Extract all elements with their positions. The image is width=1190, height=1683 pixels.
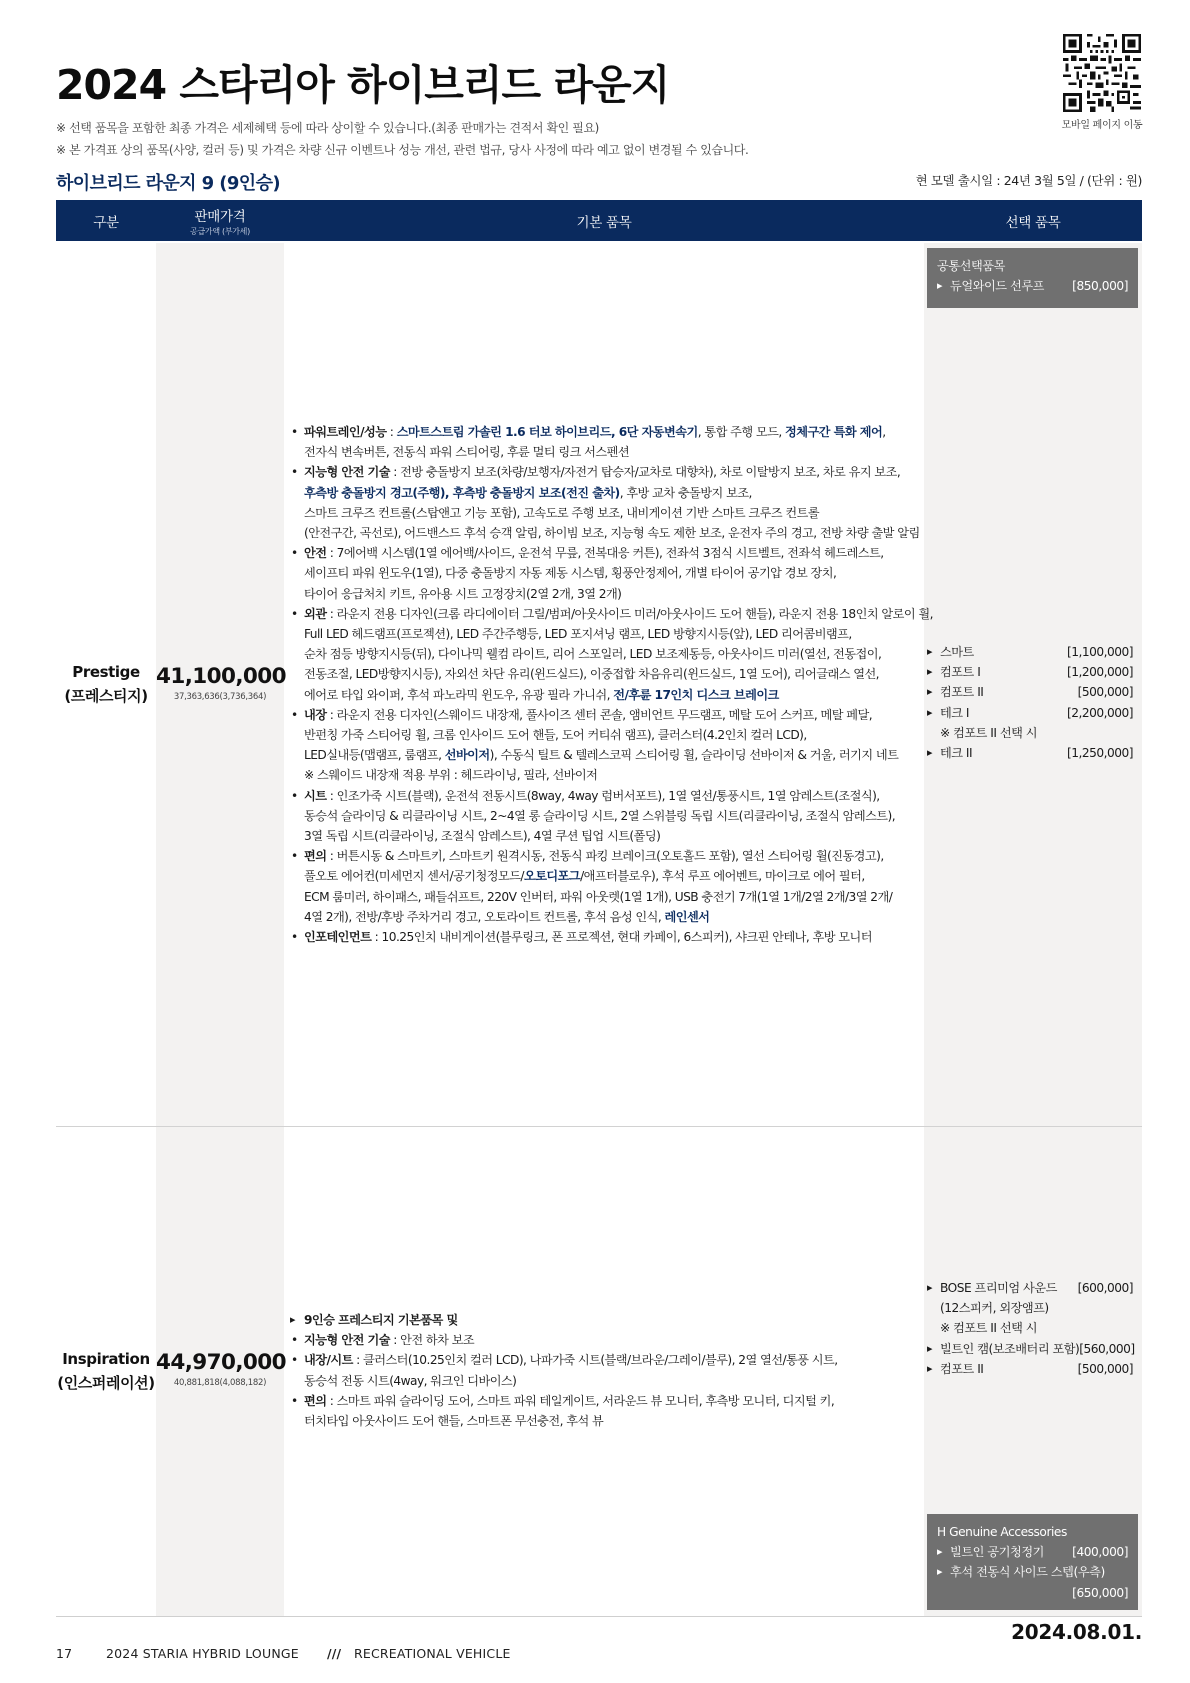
option-note <box>927 1298 1133 1318</box>
option-price: [600,000] <box>1077 1281 1133 1295</box>
spec-text: (안전구간, 곡선로), 어드밴스드 후석 승객 알림, 하이빔 보조, 지능형 속도 제한 보조, 운전자 주의 경고, 전방 차량 출발 알림 <box>304 526 920 541</box>
spec-text: 오토디포그 <box>523 869 581 884</box>
spec-category: 지능형 안전 기술 <box>304 1333 390 1348</box>
spec-line <box>304 1411 838 1431</box>
note-2: ※ 본 가격표 상의 품목(사양, 컬러 등) 및 가격은 차량 신규 이벤트나 성능 개선, 관련 법규, 당사 사정에 따라 예고 없이 변경될 수 있습니다. <box>56 143 749 157</box>
option-item[interactable] <box>927 662 1133 682</box>
common-option-name: ▸ 듀얼와이드 선루프 <box>950 279 1045 294</box>
option-price: [500,000] <box>1077 1361 1133 1376</box>
spec-category: 편의 <box>304 1393 327 1408</box>
spec-item <box>290 1391 838 1431</box>
spec-text: : 10.25인치 내비게이션(블루링크, 폰 프로젝션, 현대 카페이, 6스피커), 샤크핀 안테나, 후방 모니터 <box>371 930 872 945</box>
spec-item <box>290 846 933 927</box>
spec-line <box>304 462 933 482</box>
option-list-inspiration <box>927 1278 1133 1379</box>
spec-item <box>290 1330 838 1350</box>
spec-text: 반펀칭 가죽 스티어링 휠, 크롬 인사이드 도어 핸들, 도어 커티쉬 램프), 클러스터(4.2인치 컬러 LCD), <box>304 728 807 743</box>
option-price: [1,200,000] <box>1066 665 1133 680</box>
spec-line <box>304 725 933 745</box>
spec-text: 후측방 충돌방지 경고(주행), 후측방 충돌방지 보조(전진 출차) <box>304 485 620 500</box>
spec-text: 세이프티 파워 윈도우(1열), 다중 충돌방지 자동 제동 시스템, 횡풍안정제어, 개별 타이어 공기압 경보 장치, <box>304 566 837 581</box>
spec-text: : 버튼시동 & 스마트키, 스마트키 원격시동, 전동식 파킹 브레이크(오토홀드 포함), 열선 스티어링 휠(진동경고), <box>326 849 884 864</box>
trim-price-inspiration: 44,970,000 <box>156 1350 287 1375</box>
option-item[interactable] <box>927 642 1133 662</box>
header-trim-label: 구분 <box>93 214 119 231</box>
spec-text: ECM 룸미러, 하이패스, 패들쉬프트, 220V 인버터, 파워 아웃렛(1열 1개), USB 충전기 7개(1열 1개/2열 2개/3열 2개/ <box>304 889 893 904</box>
header-price-sub: 공급가액 (부가세) <box>190 226 250 236</box>
header-price-label: 판매가격 <box>194 208 246 225</box>
spec-text: 정체구간 특화 제어 <box>785 425 883 439</box>
option-item[interactable] <box>927 1359 1133 1379</box>
spec-line <box>304 1330 838 1350</box>
header-basic-label: 기본 품목 <box>576 214 632 231</box>
spec-text: 타이어 응급처치 키트, 유아용 시트 고정장치(2열 2개, 3열 2개) <box>304 586 622 601</box>
spec-text: 터치타입 아웃사이드 도어 핸들, 스마트폰 무선충전, 후석 뷰 <box>304 1414 604 1429</box>
spec-text: 전자식 변속버튼, 전동식 파워 스티어링, 후륜 멀티 링크 서스펜션 <box>304 445 630 460</box>
option-price: [2,200,000] <box>1066 705 1133 720</box>
trim-price-prestige: 41,100,000 <box>156 664 287 689</box>
spec-category: 편의 <box>304 849 327 864</box>
spec-text: , <box>882 425 886 439</box>
option-price: [1,250,000] <box>1066 746 1133 761</box>
option-item[interactable] <box>927 1339 1133 1359</box>
spec-line <box>304 1350 838 1370</box>
spec-line <box>304 664 933 684</box>
spec-line <box>304 1310 838 1330</box>
spec-line <box>304 765 933 785</box>
table-header <box>56 200 1142 241</box>
header-trim <box>56 200 156 241</box>
spec-category: 내장 <box>304 707 327 722</box>
option-price: [560,000] <box>1079 1341 1135 1356</box>
accessory-item[interactable] <box>937 1542 1128 1562</box>
spec-text: : 클러스터(10.25인치 컬러 LCD), 나파가죽 시트(블랙/브라운/그레이/블루), 2열 열선/통풍 시트, <box>352 1353 838 1368</box>
spec-category: 인포테인먼트 <box>304 930 372 945</box>
basic-spec-list-prestige <box>290 422 933 947</box>
spec-category: 시트 <box>304 788 327 803</box>
accessory-name: ▸ 빌트인 공기청정기 <box>950 1545 1045 1560</box>
spec-text: /애프터블로우), 후석 루프 에어벤트, 마이크로 에어 필터, <box>580 869 865 884</box>
spec-line <box>304 887 933 907</box>
trim-name-en: Inspiration <box>62 1350 150 1368</box>
spec-category: 외관 <box>304 606 327 621</box>
option-list-prestige <box>927 642 1133 763</box>
spec-text: LED실내등(맵램프, 룸램프, <box>304 748 445 763</box>
spec-text: , 후방 교차 충돌방지 보조, <box>619 485 752 500</box>
option-name: ▸ 컴포트 II <box>940 685 984 700</box>
spec-line <box>304 927 933 947</box>
option-name: ▸ 테크 II <box>940 746 973 761</box>
spec-text: 선바이저 <box>444 748 490 763</box>
note-1: ※ 선택 품목을 포함한 최종 가격은 세제혜택 등에 따라 상이할 수 있습니다.(최종 판매가는 견적서 확인 필요) <box>56 121 599 135</box>
footer-separator: /// <box>327 1646 342 1661</box>
footer-doc-name: 2024 STARIA HYBRID LOUNGE <box>106 1646 299 1661</box>
trim-name-en: Prestige <box>72 663 140 681</box>
spec-line <box>304 523 933 543</box>
spec-line <box>304 563 933 583</box>
spec-category: 안전 <box>304 546 327 561</box>
spec-item <box>290 1350 838 1390</box>
option-note <box>927 723 1133 743</box>
spec-line <box>304 826 933 846</box>
option-note <box>927 1318 1133 1338</box>
spec-text: : 7에어백 시스템(1열 에어백/사이드, 운전석 무릎, 전복대응 커튼), 전좌석 3점식 시트벨트, 전좌석 헤드레스트, <box>326 546 884 561</box>
spec-line <box>304 604 933 624</box>
option-name: ▸ BOSE 프리미엄 사운드 <box>940 1281 1057 1295</box>
issue-date: 2024.08.01. <box>1011 1620 1142 1644</box>
spec-text: : <box>386 425 397 439</box>
price-column-bg <box>156 243 287 1616</box>
trim-supply-inspiration: 40,881,818(4,088,182) <box>173 1378 267 1388</box>
spec-text: : 안전 하차 보조 <box>389 1333 475 1348</box>
spec-item <box>290 422 933 462</box>
spec-category: 파워트레인/성능 <box>304 425 387 439</box>
accessory-item[interactable] <box>937 1562 1128 1582</box>
footer-category: RECREATIONAL VEHICLE <box>354 1646 511 1661</box>
trim-name-kr: (인스퍼레이션) <box>57 1374 155 1392</box>
spec-item <box>290 705 933 786</box>
page-title: 2024 스타리아 하이브리드 라운지 <box>56 61 670 109</box>
spec-text: ), 수동식 틸트 & 텔레스코픽 스티어링 휠, 슬라이딩 선바이저 & 거울, 러기지 네트 <box>489 748 899 763</box>
spec-text: , 통합 주행 모드, <box>697 425 786 439</box>
spec-line <box>304 1391 838 1411</box>
accessory-name: ▸ 후석 전동식 사이드 스텝(우측) <box>950 1565 1105 1580</box>
accessory-price: [400,000] <box>1072 1545 1128 1560</box>
qr-caption: 모바일 페이지 이동 <box>1061 120 1143 131</box>
accessories-box <box>927 1514 1138 1610</box>
spec-category: 지능형 안전 기술 <box>304 465 390 480</box>
spec-text: 풀오토 에어컨(미세먼지 센서/공기청정모드/ <box>304 869 524 884</box>
spec-line <box>304 846 933 866</box>
spec-line <box>304 907 933 927</box>
option-name: ※ 컴포트 II 선택 시 <box>940 1321 1038 1336</box>
section-title: 하이브리드 라운지 9 (9인승) <box>56 173 280 194</box>
spec-item <box>290 604 933 705</box>
trim-name-inspiration <box>56 1347 156 1395</box>
spec-text: 에어로 타입 와이퍼, 후석 파노라믹 윈도우, 유광 필라 가니쉬, <box>304 687 614 702</box>
spec-text: 3열 독립 시트(리클라이닝, 조절식 암레스트), 4열 쿠션 팁업 시트(폴딩) <box>304 829 661 844</box>
common-option-price: [850,000] <box>1072 279 1128 294</box>
spec-text: Full LED 헤드램프(프로젝션), LED 주간주행등, LED 포지셔닝 램프, LED 방향지시등(앞), LED 리어콤비램프, <box>304 627 852 642</box>
spec-line <box>304 644 933 664</box>
spec-line <box>304 786 933 806</box>
option-name: ※ 컴포트 II 선택 시 <box>940 725 1038 740</box>
footer-divider <box>56 1616 1142 1617</box>
row-divider <box>56 1126 1142 1127</box>
trim-name-kr: (프레스티지) <box>64 687 148 705</box>
qr-code-icon[interactable] <box>1063 34 1141 112</box>
option-column-bg <box>924 243 1142 1616</box>
spec-item <box>290 1310 838 1330</box>
option-item[interactable] <box>927 1278 1133 1298</box>
common-options-title: 공통선택품목 <box>937 259 1005 273</box>
option-item[interactable] <box>927 682 1133 702</box>
option-price: [500,000] <box>1077 685 1133 700</box>
spec-line <box>304 745 933 765</box>
option-item[interactable] <box>927 743 1133 763</box>
option-name: ▸ 빌트인 캠(보조배터리 포함) <box>940 1341 1080 1356</box>
accessories-title: H Genuine Accessories <box>937 1525 1067 1539</box>
spec-line <box>304 422 933 442</box>
spec-line <box>304 503 933 523</box>
spec-text: 레인센서 <box>664 909 710 924</box>
spec-line <box>304 685 933 705</box>
spec-line <box>304 806 933 826</box>
spec-text: 전동조절, LED방향지시등), 자외선 차단 유리(윈드실드), 이중접합 차음유리(윈드실드, 1열 도어), 리어글래스 열선, <box>304 667 880 682</box>
spec-item <box>290 462 933 543</box>
spec-text: 4열 2개), 전방/후방 주차거리 경고, 오토라이트 컨트롤, 후석 음성 인식, <box>304 909 665 924</box>
spec-text: : 인조가죽 시트(블랙), 운전석 전동시트(8way, 4way 럼버서포트), 1열 열선/통풍시트, 1열 암레스트(조절식), <box>326 788 880 803</box>
spec-line <box>304 584 933 604</box>
trim-supply-prestige: 37,363,636(3,736,364) <box>173 692 267 702</box>
spec-text: : 스마트 파워 슬라이딩 도어, 스마트 파워 테일게이트, 서라운드 뷰 모니터, 후측방 모니터, 디지털 키, <box>326 1393 835 1408</box>
spec-text: : 라운지 전용 디자인(스웨이드 내장재, 풀사이즈 센터 콘솔, 앰비언트 무드램프, 메탈 도어 스커프, 메탈 페달, <box>326 707 873 722</box>
spec-text: 동승석 전동 시트(4way, 워크인 디바이스) <box>304 1373 517 1388</box>
accessory-price: [650,000] <box>1072 1585 1128 1600</box>
spec-item <box>290 543 933 604</box>
option-name: ▸ 스마트 <box>940 645 974 659</box>
common-option-item[interactable] <box>937 276 1128 296</box>
basic-spec-list-inspiration <box>290 1310 838 1431</box>
spec-text: 스마트 크루즈 컨트롤(스탑앤고 기능 포함), 고속도로 주행 보조, 내비게이션 기반 스마트 크루즈 컨트롤 <box>304 505 820 520</box>
option-price: [1,100,000] <box>1066 645 1133 659</box>
header-price <box>156 200 284 241</box>
header-option <box>924 200 1142 241</box>
spec-text: : 라운지 전용 디자인(크롬 라디에이터 그릴/범퍼/아웃사이드 미러/아웃사이드 도어 핸들), 라운지 전용 18인치 알로이 휠, <box>326 606 933 621</box>
spec-category: 9인승 프레스티지 기본품목 및 <box>304 1313 458 1327</box>
spec-line <box>304 543 933 563</box>
spec-text: 전/후륜 17인치 디스크 브레이크 <box>613 687 779 702</box>
header-basic <box>284 200 924 241</box>
spec-line <box>304 866 933 886</box>
spec-text: ※ 스웨이드 내장재 적용 부위 : 헤드라이닝, 필라, 선바이저 <box>304 768 598 783</box>
spec-line <box>304 483 933 503</box>
option-name: ▸ 컴포트 II <box>940 1361 984 1376</box>
spec-line <box>304 624 933 644</box>
spec-text: 순차 점등 방향지시등(뒤), 다이나믹 웰컴 라이트, 리어 스포일러, LED 보조제동등, 아웃사이드 미러(열선, 전동접이, <box>304 647 882 662</box>
header-option-label: 선택 품목 <box>1005 214 1061 231</box>
option-name: ▸ 테크 I <box>940 705 970 720</box>
option-name: ▸ 컴포트 I <box>940 665 981 680</box>
spec-text: : 전방 충돌방지 보조(차량/보행자/자전거 탑승자/교차로 대향차), 차로 이탈방지 보조, 차로 유지 보조, <box>389 465 901 480</box>
common-options-box <box>927 248 1138 308</box>
spec-item <box>290 786 933 847</box>
spec-line <box>304 442 933 462</box>
spec-item <box>290 927 933 947</box>
release-info: 현 모델 출시일 : 24년 3월 5일 / (단위 : 원) <box>915 173 1142 188</box>
trim-name-prestige <box>56 660 156 708</box>
spec-category: 내장/시트 <box>304 1353 353 1368</box>
option-name: (12스피커, 외장앰프) <box>940 1301 1049 1316</box>
spec-line <box>304 705 933 725</box>
spec-text: 스마트스트림 가솔린 1.6 터보 하이브리드, 6단 자동변속기 <box>396 425 698 439</box>
spec-text: 동승석 슬라이딩 & 리클라이닝 시트, 2~4열 롱 슬라이딩 시트, 2열 스위블링 독립 시트(리클라이닝, 조절식 암레스트), <box>304 808 896 823</box>
option-item[interactable] <box>927 703 1133 723</box>
page-number: 17 <box>56 1646 73 1661</box>
spec-line <box>304 1371 838 1391</box>
